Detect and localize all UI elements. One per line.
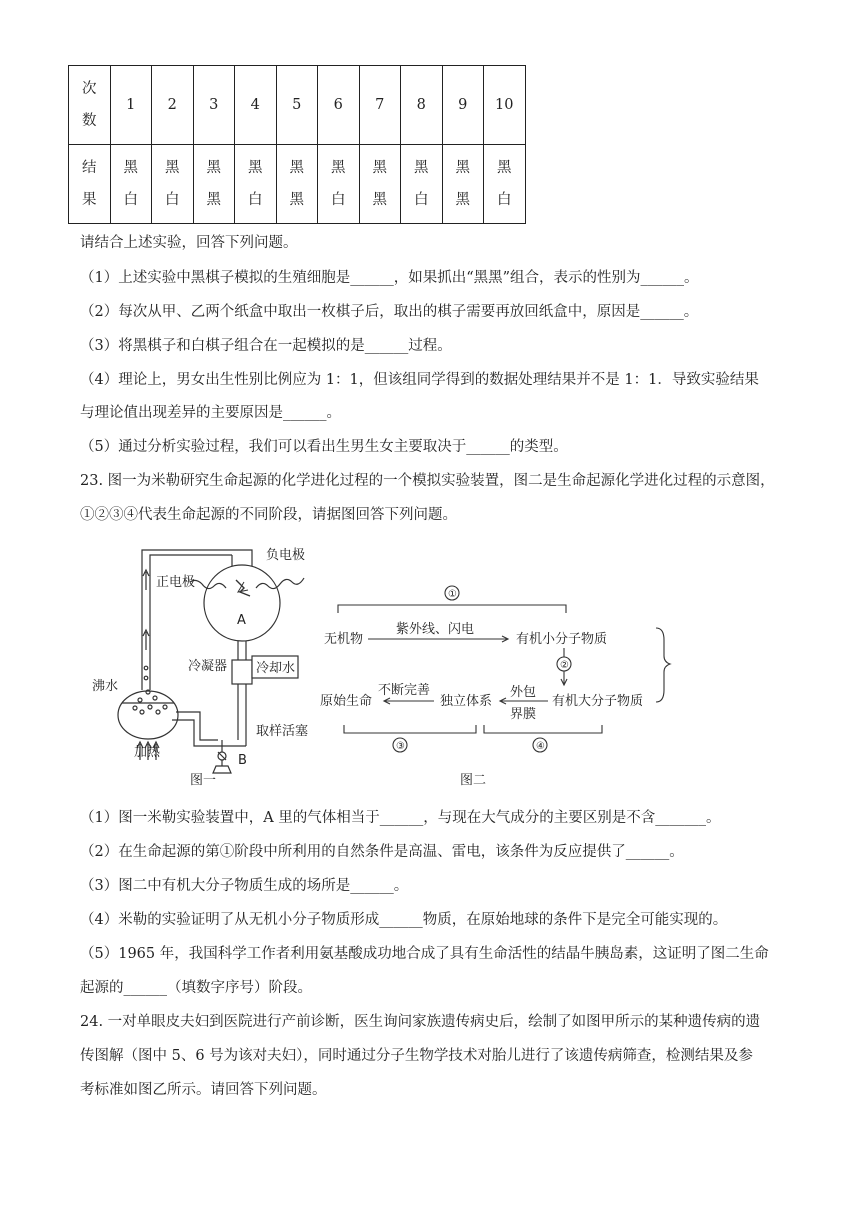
q24-stem-line1: 24. 一对单眼皮夫妇到医院进行产前诊断，医生询问家族遗传病史后，绘制了如图甲所示的某种遗传病的遗 <box>80 1014 761 1030</box>
table-cell: 黑 白 <box>484 145 526 224</box>
table-cell: 2 <box>152 66 194 145</box>
cooling-water-label: 冷却水 <box>256 661 296 676</box>
large-organic-label: 有机大分子物质 <box>552 694 644 709</box>
q22-intro: 请结合上述实验，回答下列问题。 <box>80 235 298 251</box>
table-cell: 黑 白 <box>318 145 360 224</box>
table-cell: 9 <box>442 66 484 145</box>
q23-question-5-line2: 起源的______（填数字序号）阶段。 <box>80 980 312 996</box>
q24-stem-line2: 传图解（图中 5、6 号为该对夫妇），同时通过分子生物学技术对胎儿进行了该遗传病筛查，检测结果及参 <box>80 1048 753 1064</box>
inorganic-label: 无机物 <box>324 632 364 647</box>
q22-question-3: （3）将黑棋子和白棋子组合在一起模拟的是______过程。 <box>80 338 452 354</box>
boiling-flask <box>118 691 178 739</box>
q22-question-5: （5）通过分析实验过程，我们可以看出生男生女主要取决于______的类型。 <box>80 439 568 455</box>
q23-question-1: （1）图一米勒实验装置中，A 里的气体相当于______，与现在大气成分的主要区别是不含_______。 <box>80 810 721 826</box>
q22-question-2: （2）每次从甲、乙两个纸盒中取出一枚棋子后，取出的棋子需要再放回纸盒中，原因是______。 <box>80 304 699 320</box>
q23-question-5-line1: （5）1965 年，我国科学工作者利用氨基酸成功地合成了具有生命活性的结晶牛胰岛素，这证明了图二生命 <box>80 946 769 962</box>
table-cell: 黑 黑 <box>193 145 235 224</box>
figure-1-caption: 图一 <box>190 773 217 788</box>
heating-label: 加热 <box>134 745 161 760</box>
table-row-results <box>69 145 526 224</box>
table-row-label: 结 果 <box>69 145 111 224</box>
membrane-bottom-label: 界膜 <box>510 707 537 722</box>
q23-figures <box>0 535 860 795</box>
svg-text:①: ① <box>448 589 457 600</box>
table-cell: 黑 黑 <box>359 145 401 224</box>
neg-electrode-label: 负电极 <box>266 548 306 563</box>
table-cell: 6 <box>318 66 360 145</box>
table-cell: 黑 黑 <box>276 145 318 224</box>
table-cell: 8 <box>401 66 443 145</box>
table-cell: 7 <box>359 66 401 145</box>
sampling-valve-label: 取样活塞 <box>256 724 309 739</box>
q23-question-2: （2）在生命起源的第①阶段中所利用的自然条件是高温、雷电，该条件为反应提供了______。 <box>80 844 684 860</box>
q22-question-4-line1: （4）理论上，男女出生性别比例应为 1：1，但该组同学得到的数据处理结果并不是 1：1．导致实验结果 <box>80 372 759 388</box>
table-row-trials <box>69 66 526 145</box>
condenser-label: 冷凝器 <box>188 659 228 674</box>
figure-2-caption: 图二 <box>460 773 487 788</box>
q23-stem-line1: 23. 图一为米勒研究生命起源的化学进化过程的一个模拟实验装置，图二是生命起源化学进化过程的示意图， <box>80 473 775 489</box>
table-cell: 黑 白 <box>110 145 152 224</box>
table-cell: 黑 白 <box>235 145 277 224</box>
independent-system-label: 独立体系 <box>440 694 493 709</box>
q22-question-1: （1）上述实验中黑棋子模拟的生殖细胞是______，如果抓出“黑黑”组合，表示的性别为______。 <box>80 270 699 286</box>
pos-electrode-label: 正电极 <box>156 575 196 590</box>
table-cell: 黑 白 <box>152 145 194 224</box>
flask-a-label: A <box>237 613 246 628</box>
table-row-label: 次 数 <box>69 66 111 145</box>
boiling-water-label: 沸水 <box>92 679 119 694</box>
membrane-top-label: 外包 <box>510 685 537 700</box>
negative-electrode-wire <box>256 578 304 589</box>
improving-label: 不断完善 <box>378 683 431 698</box>
q23-question-4: （4）米勒的实验证明了从无机小分子物质形成______物质，在原始地球的条件下是完全可能实现的。 <box>80 912 728 928</box>
primitive-life-label: 原始生命 <box>320 694 373 709</box>
svg-text:③: ③ <box>396 741 405 752</box>
experiment-results-table <box>68 65 526 224</box>
small-organic-label: 有机小分子物质 <box>516 632 608 647</box>
q22-question-4-line2: 与理论值出现差异的主要原因是______。 <box>80 405 341 421</box>
svg-text:②: ② <box>560 660 569 671</box>
q23-stem-line2: ①②③④代表生命起源的不同阶段，请据图回答下列问题。 <box>80 507 457 523</box>
table-cell: 4 <box>235 66 277 145</box>
table-cell: 1 <box>110 66 152 145</box>
table-cell: 10 <box>484 66 526 145</box>
table-cell: 黑 白 <box>401 145 443 224</box>
sample-flask-b <box>213 766 231 773</box>
svg-text:④: ④ <box>536 741 545 752</box>
table-cell: 黑 黑 <box>442 145 484 224</box>
spark-chamber-a <box>204 565 280 641</box>
q24-stem-line3: 考标准如图乙所示。请回答下列问题。 <box>80 1082 327 1098</box>
flask-b-label: B <box>238 753 247 768</box>
table-cell: 5 <box>276 66 318 145</box>
uv-lightning-label: 紫外线、闪电 <box>396 622 475 637</box>
q23-question-3: （3）图二中有机大分子物质生成的场所是______。 <box>80 878 409 894</box>
condenser <box>232 660 252 684</box>
chemical-evolution-diagram <box>338 586 670 752</box>
table-cell: 3 <box>193 66 235 145</box>
